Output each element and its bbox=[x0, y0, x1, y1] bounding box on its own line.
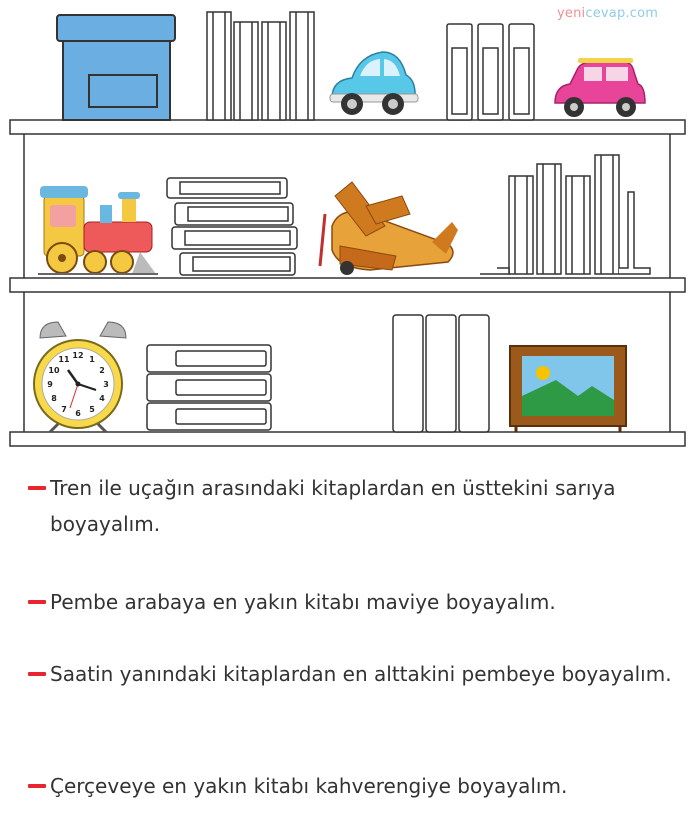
red-dash bbox=[28, 672, 46, 676]
clock-number-11: 11 bbox=[58, 355, 70, 364]
clock-number-5: 5 bbox=[89, 405, 95, 414]
toy-train bbox=[38, 186, 158, 274]
clock-number-3: 3 bbox=[103, 380, 109, 389]
blue-box bbox=[57, 15, 175, 120]
clock-number-6: 6 bbox=[75, 409, 81, 418]
book-stack-bottom-left bbox=[147, 345, 271, 430]
instruction-2-text: Pembe arabaya en yakın kitabı maviye boyayalım. bbox=[50, 590, 556, 614]
red-dash bbox=[28, 486, 46, 490]
book-stack-middle bbox=[167, 178, 297, 275]
instruction-3-text: Saatin yanındaki kitaplardan en alttakini pembeye boyayalım. bbox=[50, 662, 672, 686]
toy-airplane bbox=[320, 182, 458, 275]
instruction-1-text: Tren ile uçağın arasındaki kitaplardan en üsttekini sarıya boyayalım. bbox=[50, 476, 616, 536]
picture-frame bbox=[510, 346, 626, 432]
instruction-3 bbox=[28, 656, 678, 692]
clock-number-8: 8 bbox=[51, 394, 57, 403]
red-dash bbox=[28, 784, 46, 788]
book-set-bottom-right bbox=[393, 315, 489, 432]
clock-number-2: 2 bbox=[99, 366, 105, 375]
pink-car bbox=[555, 58, 645, 117]
instruction-4 bbox=[28, 768, 678, 804]
clock-number-9: 9 bbox=[47, 380, 53, 389]
book-stack-top-left bbox=[207, 12, 314, 120]
red-dash bbox=[28, 600, 46, 604]
instruction-2 bbox=[28, 584, 678, 620]
clock-number-4: 4 bbox=[99, 394, 105, 403]
book-set-middle-right bbox=[480, 155, 650, 274]
blue-car bbox=[330, 52, 418, 115]
book-stack-top-right bbox=[447, 24, 534, 120]
clock-number-1: 1 bbox=[89, 355, 95, 364]
watermark-part2: cevap.com bbox=[585, 6, 659, 21]
watermark-part1: yeni bbox=[557, 6, 586, 21]
alarm-clock bbox=[34, 322, 126, 432]
clock-number-12: 12 bbox=[72, 351, 84, 360]
instruction-1 bbox=[28, 470, 678, 542]
clock-number-7: 7 bbox=[61, 405, 67, 414]
clock-number-10: 10 bbox=[48, 366, 60, 375]
instruction-4-text: Çerçeveye en yakın kitabı kahverengiye boyayalım. bbox=[50, 774, 568, 798]
